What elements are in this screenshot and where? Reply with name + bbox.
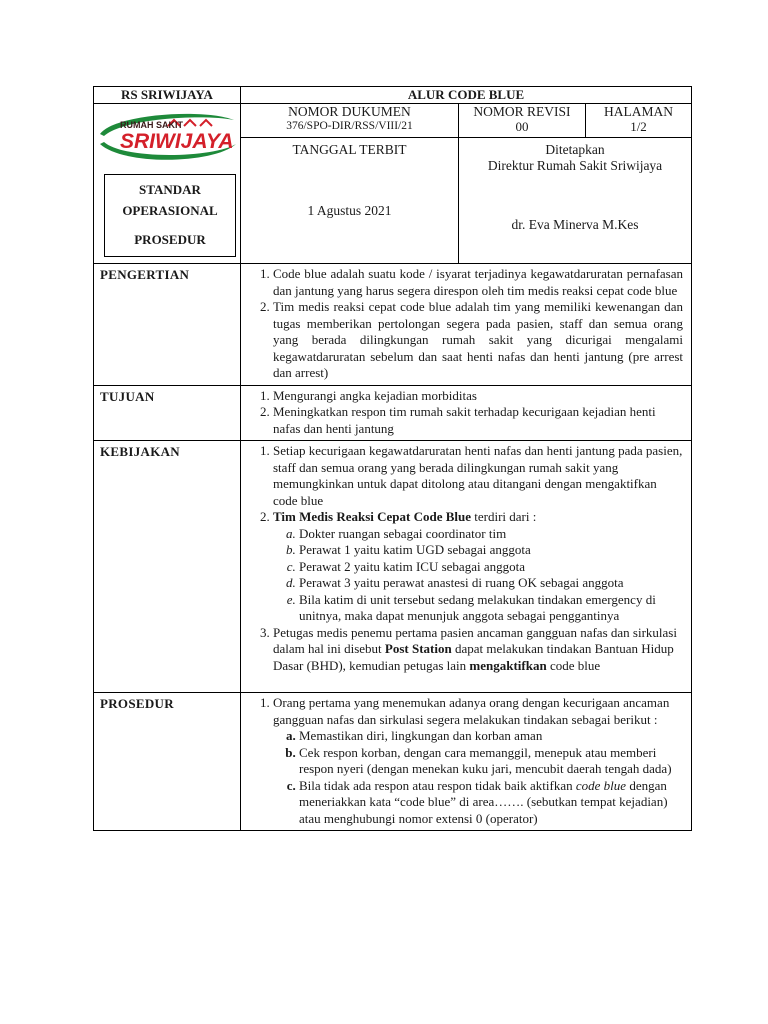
list-item: a. Dokter ruangan sebagai coordinator tim	[299, 526, 683, 543]
halaman-cell	[586, 104, 692, 138]
sop-table	[93, 86, 692, 831]
nomor-revisi-value: 00	[515, 119, 529, 134]
nomor-dokumen-value: 376/SPO-DIR/RSS/VIII/21	[286, 120, 413, 132]
tim-medis-rest: terdiri dari :	[471, 509, 537, 524]
nomor-revisi-cell	[459, 104, 586, 138]
signatory-name: dr. Eva Minerva M.Kes	[511, 216, 639, 232]
doc-title-cell	[241, 87, 692, 104]
mengaktifkan-term: mengaktifkan	[469, 657, 547, 673]
logo-big-text: SRIWIJAYA	[120, 130, 234, 153]
ditetapkan-label: Ditetapkan	[545, 141, 605, 157]
list-item: 2. Tim medis reaksi cepat code blue adalah tim yang memiliki kewenangan dan tugas memberikan pertolongan segera pada pasien, staff dan semua orang yang berada dilingkungan rumah sakit yang dicurigai mengalami kegawatdaruratan sebelum dan saat henti nafas dan henti jantung (pre arrest dan arrest)	[273, 299, 683, 382]
list-item	[273, 695, 683, 827]
list-item: b. Perawat 1 yaitu katim UGD sebagai anggota	[299, 542, 683, 559]
post-station-term: Post Station	[384, 641, 452, 656]
hospital-name-cell	[94, 87, 241, 104]
tanggal-label: TANGGAL TERBIT	[292, 141, 407, 157]
nomor-revisi-label: NOMOR REVISI	[473, 104, 571, 119]
list-item: 1. Mengurangi angka kejadian morbiditas	[273, 388, 683, 405]
logo-sop-cell	[94, 104, 241, 264]
sop-line-1: STANDAR	[139, 182, 201, 197]
prosedur-content	[241, 693, 692, 831]
sub-c-part-2: dengan meneriakkan kata “code blue” di area……. (sebutkan tempat kejadian) atau menghubungi nomor extensi 0 (operator)	[299, 777, 668, 826]
item3-part-b: dapat melakukan tindakan Bantuan Hidup Dasar (BHD), kemudian petugas lain	[273, 641, 674, 673]
sub-c-part-1: Bila tidak ada respon atau respon tidak baik aktifkan	[299, 777, 576, 793]
nomor-dokumen-label: NOMOR DUKUMEN	[288, 104, 411, 119]
list-item	[273, 509, 683, 625]
list-item: a. Memastikan diri, lingkungan dan korban aman	[299, 728, 683, 745]
tujuan-content	[241, 385, 692, 441]
list-item: 1. Code blue adalah suatu kode / isyarat terjadinya kegawatdaruratan pernafasan dan jantung yang harus segera direspon oleh tim medis reaksi cepat code blue	[273, 266, 683, 299]
item3-part-c: code blue	[546, 657, 601, 673]
tanggal-value: 1 Agustus 2021	[307, 202, 392, 218]
item3-part-a: Petugas medis penemu pertama pasien ancaman gangguan nafas dan sirkulasi dalam hal ini disebut	[273, 624, 677, 656]
list-item	[273, 625, 683, 675]
hospital-logo	[94, 104, 240, 168]
halaman-label: HALAMAN	[604, 104, 673, 119]
pengertian-content	[241, 264, 692, 386]
nomor-dokumen-cell	[241, 104, 459, 138]
kebijakan-label: KEBIJAKAN	[94, 441, 241, 693]
hospital-logo-icon	[94, 104, 240, 168]
list-item: d. Perawat 3 yaitu perawat anastesi di ruang OK sebagai anggota	[299, 575, 683, 592]
kebijakan-content	[241, 441, 692, 693]
tujuan-label: TUJUAN	[94, 385, 241, 441]
sop-line-2: OPERASIONAL	[122, 203, 218, 218]
pengertian-label: PENGERTIAN	[94, 264, 241, 386]
list-item	[299, 778, 683, 828]
prosedur-label: PROSEDUR	[94, 693, 241, 831]
prosedur-item1-text: Orang pertama yang menemukan adanya orang dengan kecurigaan ancaman gangguan nafas dan sirkulasi segera melakukan tindakan sebagai berikut :	[273, 695, 670, 727]
list-item: 1. Setiap kecurigaan kegawatdaruratan henti nafas dan henti jantung pada pasien, staff dan semua orang yang berada dilingkungan rumah sakit yang memungkinkan untuk dapat ditolong atau ditangani dengan mengaktifkan code blue	[273, 443, 683, 509]
ditetapkan-cell	[459, 137, 692, 263]
hospital-name: RS SRIWIJAYA	[121, 87, 213, 102]
logo-small-text: RUMAH SAKIT	[120, 120, 183, 130]
doc-title: ALUR CODE BLUE	[407, 87, 525, 102]
list-item: c. Perawat 2 yaitu katim ICU sebagai anggota	[299, 559, 683, 576]
tim-medis-heading: Tim Medis Reaksi Cepat Code Blue	[273, 509, 472, 524]
direktur-label: Direktur Rumah Sakit Sriwijaya	[487, 157, 663, 173]
sop-line-3: PROSEDUR	[134, 232, 206, 247]
code-blue-term: code blue	[575, 777, 627, 793]
halaman-value: 1/2	[630, 119, 647, 134]
list-item: 2. Meningkatkan respon tim rumah sakit terhadap kecurigaan kejadian henti nafas dan henti jantung	[273, 404, 683, 437]
sop-document	[93, 86, 691, 831]
list-item: b. Cek respon korban, dengan cara memanggil, menepuk atau memberi respon nyeri (dengan menekan kuku jari, mencubit daerah tengah dada)	[299, 745, 683, 778]
sop-box	[104, 174, 236, 257]
tanggal-cell	[241, 137, 459, 263]
list-item: e. Bila katim di unit tersebut sedang melakukan tindakan emergency di unitnya, maka dapat menunjuk anggota sebagai penggantinya	[299, 592, 683, 625]
